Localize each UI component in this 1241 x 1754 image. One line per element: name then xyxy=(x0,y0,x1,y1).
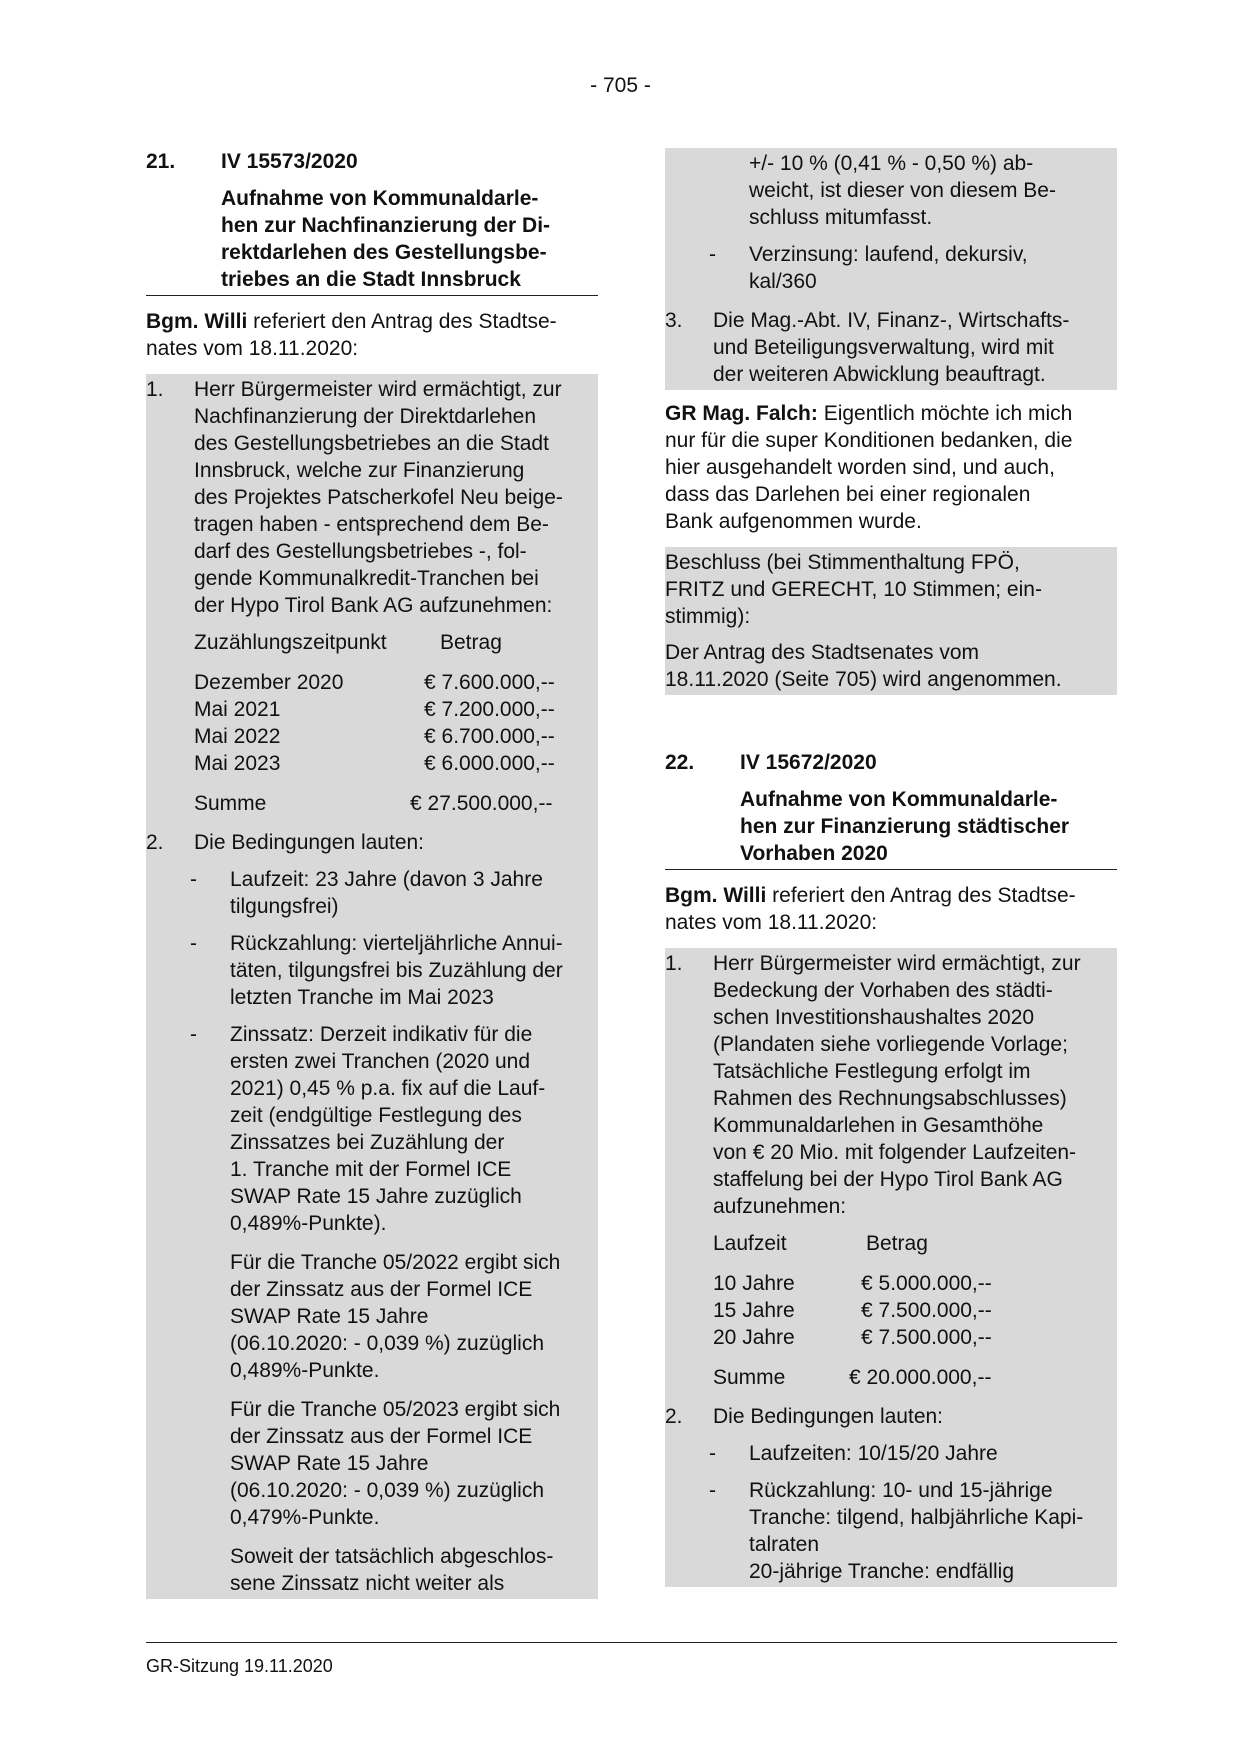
item-reference: IV 15672/2020 xyxy=(740,751,877,774)
dash-bullet: - xyxy=(190,868,197,891)
interest-tolerance xyxy=(146,1543,594,1597)
text-line: weicht, ist dieser von diesem Be- xyxy=(749,179,1056,202)
text-line: Die Bedingungen lauten: xyxy=(194,831,425,854)
item-21-motion-continued xyxy=(665,148,1117,390)
condition-terms xyxy=(665,1440,1113,1467)
text-line: 0,489%-Punkte). xyxy=(230,1212,387,1235)
point-number: 1. xyxy=(146,378,164,401)
text-line: des Gestellungsbetriebes an die Stadt xyxy=(194,432,549,455)
text-line: letzten Tranche im Mai 2023 xyxy=(230,986,494,1009)
speaker-name: GR Mag. Falch: xyxy=(665,402,818,425)
item-22-motion xyxy=(665,948,1117,1587)
title-divider xyxy=(146,295,598,296)
text-line: Bank aufgenommen wurde. xyxy=(665,510,922,533)
speaker-name: Bgm. Willi xyxy=(146,310,248,333)
text-line: 0,479%-Punkte. xyxy=(230,1506,380,1529)
title-line: hen zur Finanzierung städtischer xyxy=(740,815,1070,838)
text-line: Für die Tranche 05/2023 ergibt sich xyxy=(230,1398,561,1421)
condition-repayment xyxy=(146,930,594,1011)
point-number: 3. xyxy=(665,309,683,332)
table-cell: 15 Jahre xyxy=(713,1299,795,1322)
dash-bullet: - xyxy=(709,1442,716,1465)
text-line: schen Investitionshaushaltes 2020 xyxy=(713,1006,1035,1029)
resolution-block xyxy=(665,547,1117,695)
text-line: SWAP Rate 15 Jahre xyxy=(230,1305,429,1328)
text-line: aufzunehmen: xyxy=(713,1195,847,1218)
point-number: 2. xyxy=(146,831,164,854)
table-cell: Dezember 2020 xyxy=(194,671,344,694)
text-line: Laufzeit: 23 Jahre (davon 3 Jahre xyxy=(230,868,543,891)
text-line: der Hypo Tirol Bank AG aufzunehmen: xyxy=(194,594,553,617)
table-cell: Mai 2021 xyxy=(194,698,281,721)
dash-bullet: - xyxy=(190,1023,197,1046)
text-line: Soweit der tatsächlich abgeschlos- xyxy=(230,1545,554,1568)
text-line: Herr Bürgermeister wird ermächtigt, zur xyxy=(713,952,1081,975)
table-cell: Mai 2022 xyxy=(194,725,281,748)
text-line: Verzinsung: laufend, dekursiv, xyxy=(749,243,1028,266)
text-line: Für die Tranche 05/2022 ergibt sich xyxy=(230,1251,561,1274)
interest-tranche-2022 xyxy=(146,1249,594,1384)
text-line: ersten zwei Tranchen (2020 und xyxy=(230,1050,531,1073)
text-line: hier ausgehandelt worden sind, und auch, xyxy=(665,456,1055,479)
column-header: Laufzeit xyxy=(713,1232,787,1255)
item-22-title xyxy=(740,786,1117,869)
text-line: Herr Bürgermeister wird ermächtigt, zur xyxy=(194,378,562,401)
table-sum-row xyxy=(713,1364,1113,1391)
item-22-intro xyxy=(665,882,1117,938)
text-line: stimmig): xyxy=(665,605,751,628)
text-line: darf des Gestellungsbetriebes -, fol- xyxy=(194,540,527,563)
text-line: Rückzahlung: 10- und 15-jährige xyxy=(749,1479,1053,1502)
speaker-name: Bgm. Willi xyxy=(665,884,767,907)
text-line: nur für die super Konditionen bedanken, die xyxy=(665,429,1073,452)
text-line: talraten xyxy=(749,1533,820,1556)
text-line: sene Zinssatz nicht weiter als xyxy=(230,1572,505,1595)
item-22-heading xyxy=(665,749,1117,776)
text-line: Die Mag.-Abt. IV, Finanz-, Wirtschafts- xyxy=(713,309,1070,332)
text-line: Laufzeiten: 10/15/20 Jahre xyxy=(749,1442,998,1465)
text-line: gende Kommunalkredit-Tranchen bei xyxy=(194,567,539,590)
table-header xyxy=(713,1230,1113,1257)
column-header: Zuzählungszeitpunkt xyxy=(194,631,387,654)
text-line: 18.11.2020 (Seite 705) wird angenommen. xyxy=(665,668,1062,691)
table-cell: € 7.500.000,-- xyxy=(861,1299,992,1322)
table-cell: € 7.500.000,-- xyxy=(861,1326,992,1349)
intro-text: referiert den Antrag des Stadtse- xyxy=(247,310,557,333)
text-line: Beschluss (bei Stimmenthaltung FPÖ, xyxy=(665,551,1020,574)
table-cell: Summe xyxy=(713,1366,786,1389)
term-table xyxy=(665,1230,1113,1391)
table-cell: 10 Jahre xyxy=(713,1272,795,1295)
text-line: kal/360 xyxy=(749,270,817,293)
right-column xyxy=(665,148,1117,1597)
text-line: Kommunaldarlehen in Gesamthöhe xyxy=(713,1114,1044,1137)
footer-divider xyxy=(146,1642,1117,1643)
text-line: 20-jährige Tranche: endfällig xyxy=(749,1560,1015,1583)
text-line: schluss mitumfasst. xyxy=(749,206,933,229)
title-line: triebes an die Stadt Innsbruck xyxy=(221,268,521,291)
text-line: SWAP Rate 15 Jahre xyxy=(230,1452,429,1475)
table-row xyxy=(713,1297,1113,1324)
column-header: Betrag xyxy=(440,631,502,654)
text-line: Die Bedingungen lauten: xyxy=(713,1405,944,1428)
page-number: - 705 - xyxy=(590,74,651,97)
item-number: 22. xyxy=(665,751,695,774)
text-line: der weiteren Abwicklung beauftragt. xyxy=(713,363,1046,386)
table-row xyxy=(194,669,594,696)
table-cell: € 5.000.000,-- xyxy=(861,1272,992,1295)
table-cell: € 7.600.000,-- xyxy=(424,671,555,694)
text-line: Innsbruck, welche zur Finanzierung xyxy=(194,459,525,482)
speech-falch xyxy=(665,400,1117,537)
point-number: 1. xyxy=(665,952,683,975)
text-line: (Plandaten siehe vorliegende Vorlage; xyxy=(713,1033,1068,1056)
text-line: dass das Darlehen bei einer regionalen xyxy=(665,483,1031,506)
item-21-heading xyxy=(146,148,598,175)
table-row xyxy=(194,696,594,723)
interest-tranche-2023 xyxy=(146,1396,594,1531)
text-line: Zinssatz: Derzeit indikativ für die xyxy=(230,1023,533,1046)
text-line: FRITZ und GERECHT, 10 Stimmen; ein- xyxy=(665,578,1042,601)
table-header xyxy=(194,629,594,656)
table-cell: € 20.000.000,-- xyxy=(849,1366,992,1389)
intro-text: nates vom 18.11.2020: xyxy=(665,911,878,934)
text-line: Der Antrag des Stadtsenates vom xyxy=(665,641,980,664)
condition-term xyxy=(146,866,594,920)
motion-point-3 xyxy=(665,307,1113,388)
table-sum-row xyxy=(194,790,594,817)
condition-interest-rate xyxy=(146,1021,594,1237)
text-line: tragen haben - entsprechend dem Be- xyxy=(194,513,549,536)
title-line: Aufnahme von Kommunaldarle- xyxy=(221,187,539,210)
title-line: Vorhaben 2020 xyxy=(740,842,888,865)
motion-point-1 xyxy=(146,376,594,619)
dash-bullet: - xyxy=(709,1479,716,1502)
text-line: (06.10.2020: - 0,039 %) zuzüglich xyxy=(230,1332,545,1355)
title-line: rektdarlehen des Gestellungsbe- xyxy=(221,241,547,264)
table-cell: Summe xyxy=(194,792,267,815)
condition-interest-type xyxy=(665,241,1113,295)
text-line: Tatsächliche Festlegung erfolgt im xyxy=(713,1060,1031,1083)
interest-tolerance-continued xyxy=(665,150,1113,231)
dash-bullet: - xyxy=(190,932,197,955)
text-line: 2021) 0,45 % p.a. fix auf die Lauf- xyxy=(230,1077,546,1100)
left-column xyxy=(146,148,598,1609)
title-divider xyxy=(665,869,1117,870)
text-line: (06.10.2020: - 0,039 %) zuzüglich xyxy=(230,1479,545,1502)
table-cell: 20 Jahre xyxy=(713,1326,795,1349)
speech-text: Eigentlich möchte ich mich xyxy=(817,402,1073,425)
point-number: 2. xyxy=(665,1405,683,1428)
motion-point-2 xyxy=(665,1403,1113,1430)
dash-bullet: - xyxy=(709,243,716,266)
footer-text: GR-Sitzung 19.11.2020 xyxy=(146,1656,333,1676)
text-line: Rahmen des Rechnungsabschlusses) xyxy=(713,1087,1067,1110)
text-line: der Zinssatz aus der Formel ICE xyxy=(230,1425,533,1448)
text-line: 1. Tranche mit der Formel ICE xyxy=(230,1158,512,1181)
text-line: und Beteiligungsverwaltung, wird mit xyxy=(713,336,1054,359)
table-cell: € 6.700.000,-- xyxy=(424,725,555,748)
text-line: SWAP Rate 15 Jahre zuzüglich xyxy=(230,1185,522,1208)
text-line: Nachfinanzierung der Direktdarlehen xyxy=(194,405,537,428)
intro-text: nates vom 18.11.2020: xyxy=(146,337,359,360)
text-line: Zinssatzes bei Zuzählung der xyxy=(230,1131,505,1154)
motion-point-1 xyxy=(665,950,1113,1220)
item-21-intro xyxy=(146,308,598,364)
item-21-motion xyxy=(146,374,598,1599)
title-line: hen zur Nachfinanzierung der Di- xyxy=(221,214,551,237)
motion-point-2 xyxy=(146,829,594,856)
text-line: tilgungsfrei) xyxy=(230,895,339,918)
table-row xyxy=(713,1324,1113,1351)
title-line: Aufnahme von Kommunaldarle- xyxy=(740,788,1058,811)
tranche-table xyxy=(146,629,594,817)
table-cell: Mai 2023 xyxy=(194,752,281,775)
table-row xyxy=(713,1270,1113,1297)
text-line: von € 20 Mio. mit folgender Laufzeiten- xyxy=(713,1141,1077,1164)
text-line: zeit (endgültige Festlegung des xyxy=(230,1104,522,1127)
table-cell: € 7.200.000,-- xyxy=(424,698,555,721)
text-line: 0,489%-Punkte. xyxy=(230,1359,380,1382)
intro-text: referiert den Antrag des Stadtse- xyxy=(766,884,1076,907)
text-line: täten, tilgungsfrei bis Zuzählung der xyxy=(230,959,563,982)
text-line: der Zinssatz aus der Formel ICE xyxy=(230,1278,533,1301)
table-row xyxy=(194,750,594,777)
text-line: des Projektes Patscherkofel Neu beige- xyxy=(194,486,563,509)
column-header: Betrag xyxy=(866,1232,928,1255)
table-row xyxy=(194,723,594,750)
text-line: Rückzahlung: vierteljährliche Annui- xyxy=(230,932,563,955)
table-cell: € 27.500.000,-- xyxy=(410,792,553,815)
table-cell: € 6.000.000,-- xyxy=(424,752,555,775)
text-line: Tranche: tilgend, halbjährliche Kapi- xyxy=(749,1506,1084,1529)
text-line: Bedeckung der Vorhaben des städti- xyxy=(713,979,1053,1002)
condition-repayment xyxy=(665,1477,1113,1585)
text-line: staffelung bei der Hypo Tirol Bank AG xyxy=(713,1168,1063,1191)
item-21-title xyxy=(221,185,598,295)
item-number: 21. xyxy=(146,150,176,173)
item-reference: IV 15573/2020 xyxy=(221,150,358,173)
text-line: +/- 10 % (0,41 % - 0,50 %) ab- xyxy=(749,152,1034,175)
